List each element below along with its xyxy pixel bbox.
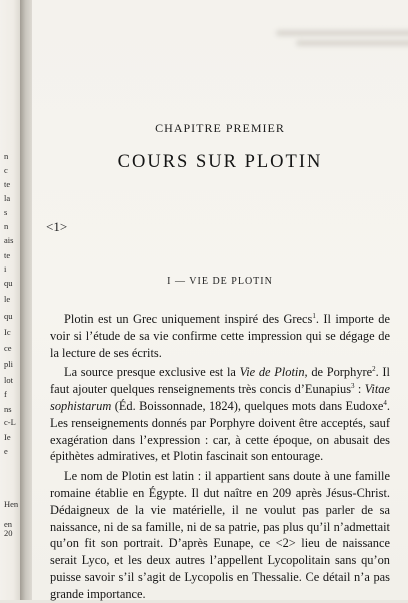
facing-page-fragment: en 20 xyxy=(4,519,13,538)
facing-page-fragment: qu xyxy=(4,311,13,321)
paragraph-3: Le nom de Plotin est latin : il appartient sans doute à une famille romaine établie en Égypte. Il dut naître en 209 après Jésus-Christ. Dédaigneux de la vie matérielle, il ne voulut pas parler de sa naissance, ni de sa famille, ni de sa patrie, pas plus qu’il n’admettait qu’on fit son portrait. D’après Eunape, ce <2> lieu de naissance serait Lyco, et les deux autres l’appellent Lycopolitain sans qu’on puisse savoir s’il s’agit de Lycopolis en Thessalie. Ce détail n’a pas grande importance. xyxy=(50,469,390,601)
facing-page-fragment: n xyxy=(4,221,9,231)
section-heading: I — VIE DE PLOTIN xyxy=(167,276,273,287)
page-marker: <1> xyxy=(46,219,68,234)
facing-page-fragment: n xyxy=(4,151,9,161)
facing-page-fragment: f xyxy=(4,389,7,399)
facing-page-fragment: lot xyxy=(4,375,13,385)
facing-page-fragment: Ie xyxy=(4,432,11,442)
chapter-label: CHAPITRE PREMIER xyxy=(155,121,285,135)
facing-page-fragment: ns xyxy=(4,404,12,414)
book-page xyxy=(32,0,408,600)
facing-page-fragment: Hen xyxy=(4,499,19,509)
facing-page-fragment: i xyxy=(4,264,7,274)
book-title: Vie de Plotin, xyxy=(239,365,308,380)
paragraph-1: Plotin est un Grec uniquement inspiré des Grecs$^1$. Il importe de voir si l’étude de sa vie confirme cette impression qui se dégage de la lecture de ses écrits. xyxy=(50,311,390,360)
facing-page-fragment: qu xyxy=(4,278,13,288)
facing-page-fragment: Ic xyxy=(4,327,11,337)
facing-page-fragment: la xyxy=(4,193,11,203)
footnote-ref: 4 xyxy=(383,398,387,407)
facing-page-fragment: c xyxy=(4,165,8,175)
facing-page-fragment: te xyxy=(4,179,11,189)
chapter-title: COURS SUR PLOTIN xyxy=(117,152,323,172)
facing-page-fragment: pli xyxy=(4,359,13,369)
facing-page-fragment: s xyxy=(4,207,8,217)
facing-page-fragment: le xyxy=(4,294,11,304)
body-text xyxy=(50,311,390,603)
facing-page-fragment: te xyxy=(4,250,11,260)
facing-page-fragment: ais xyxy=(4,235,14,245)
facing-page-fragment: c-L xyxy=(4,417,16,427)
facing-page-fragment: e xyxy=(4,446,8,456)
facing-page-edge xyxy=(0,0,22,600)
facing-page-fragment: ce xyxy=(4,343,12,353)
paragraph-2: La source presque exclusive est la Vie de Plotin, de Porphyre$^2$. Il faut ajouter quelques renseignements très concis d’Eunapius$^3$ : Vitae sophistarum (Éd. Boissonnade, 1824), quelques mots dans Eudoxe$^4$. Les renseignements donnés par Porphyre doivent être acceptés, sauf exagération dans l’expression : car, à cette époque, on abusait des épithètes admiratives, et Plotin fascinait son entourage. xyxy=(50,365,390,464)
footnote-ref: 1 xyxy=(312,311,316,320)
book-title: Vitae sophistarum xyxy=(50,382,390,413)
footnote-ref: 3 xyxy=(351,382,355,391)
footnote-ref: 2 xyxy=(372,365,376,374)
bleed-through-text xyxy=(86,30,386,48)
